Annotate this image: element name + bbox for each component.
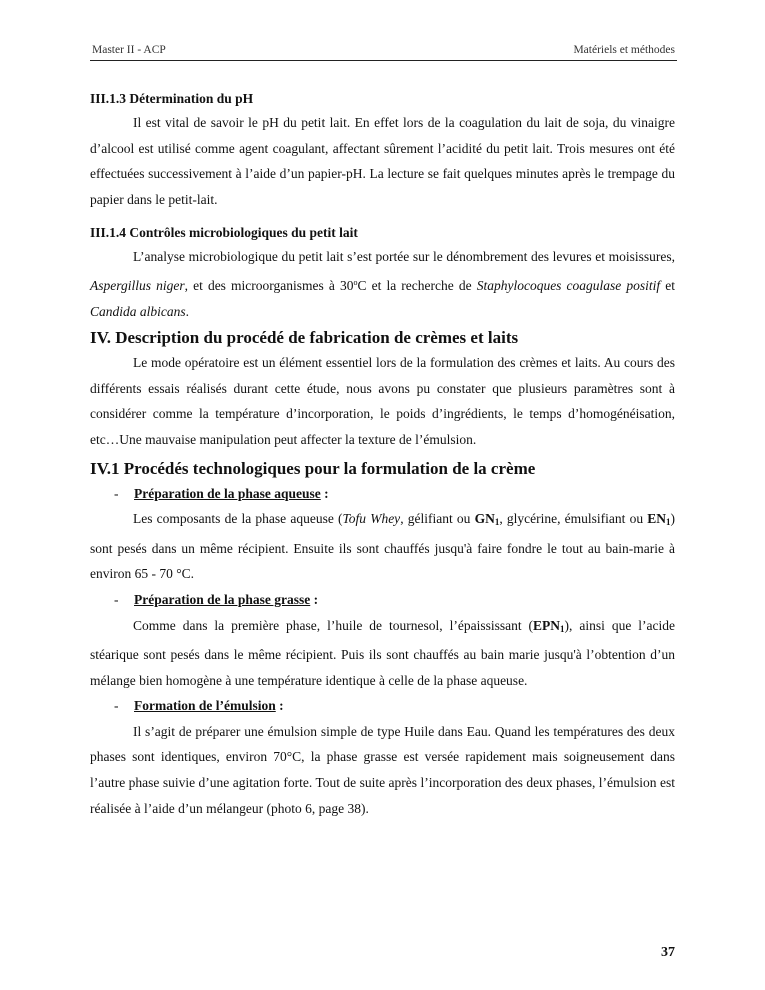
paragraph-phase-aqueuse: Les composants de la phase aqueuse (Tofu Whey, gélifiant ou $GN_1$, glycérine, émulsifiant ou $EN_1$) sont pesés dans un même récipient. Ensuite ils sont chauffés jusqu'à faire fondre le tout au bain-marie à environ 65 - 70 °C. xyxy=(90,511,676,582)
section-heading-ph: III.1.3 Détermination du pH xyxy=(90,91,254,106)
section-heading-microbio: III.1.4 Contrôles microbiologiques du petit lait xyxy=(90,225,358,241)
paragraph-formation-emulsion: Il s’agit de préparer une émulsion simple de type Huile dans Eau. Quand les températures des deux phases sont identiques, environ 70°C, la phase grasse est versée rapidement mais soigneusement dans l’autre phase suivie d’une agitation forte. Tout de suite après l’incorporation des deux phases, l’émulsion est réalisée à l’aide d’un mélangeur (photo 6, page 38). xyxy=(90,723,675,816)
header-right: Matériels et méthodes xyxy=(573,44,675,56)
bullet-phase-grasse: - Préparation de la phase grasse : xyxy=(114,591,319,607)
paragraph-procede: Le mode opératoire est un élément essentiel lors de la formulation des crèmes et laits. Au cours des différents essais réalisés durant cette étude, nous avons pu constater que plusieurs paramètres sont à considérer comme la température d’incorporation, le poids d’ingrédients, le temps d’homogénéisation, etc…Une mauvaise manipulation peut affecter la texture de l’émulsion. xyxy=(90,355,675,447)
bullet-phase-aqueuse: - Préparation de la phase aqueuse : xyxy=(114,485,329,501)
paragraph-phase-grasse: Comme dans la première phase, l’huile de tournesol, l’épaississant $(EPN_1)$, ainsi que l’acide stéarique sont pesés dans le même récipient. Puis ils sont chauffés au bain marie jusqu'à l’obtention d’un mélange bien homogène à une température identique à celle de la phase aqueuse. xyxy=(90,617,675,688)
bullet-formation-emulsion: - Formation de l’émulsion : xyxy=(114,698,284,714)
section-heading-formulation: IV.1 Procédés technologiques pour la formulation de la crème xyxy=(90,458,536,478)
chapter-heading-procede: IV. Description du procédé de fabrication de crèmes et laits xyxy=(90,328,519,348)
paragraph-microbio: L’analyse microbiologique du petit lait s’est portée sur le dénombrement des levures et moisissures, Aspergillus niger, et des microorganismes à 30$^o$C et la recherche de Staphylocoques coagulase positif et Candida albicans. xyxy=(90,249,676,319)
page-header xyxy=(90,42,677,61)
header-left: Master II - ACP xyxy=(92,44,166,56)
page-content xyxy=(90,88,675,821)
paragraph-ph: Il est vital de savoir le pH du petit lait. En effet lors de la coagulation du lait de soja, du vinaigre d’alcool est utilisé comme agent coagulant, affectant sûrement l’acidité du petit lait. Trois mesures ont été effectuées successivement à l’aide d’un papier-pH. La lecture se fait quelques minutes après le trempage du papier dans le petit-lait. xyxy=(90,115,675,207)
page-number: 37 xyxy=(661,945,675,960)
